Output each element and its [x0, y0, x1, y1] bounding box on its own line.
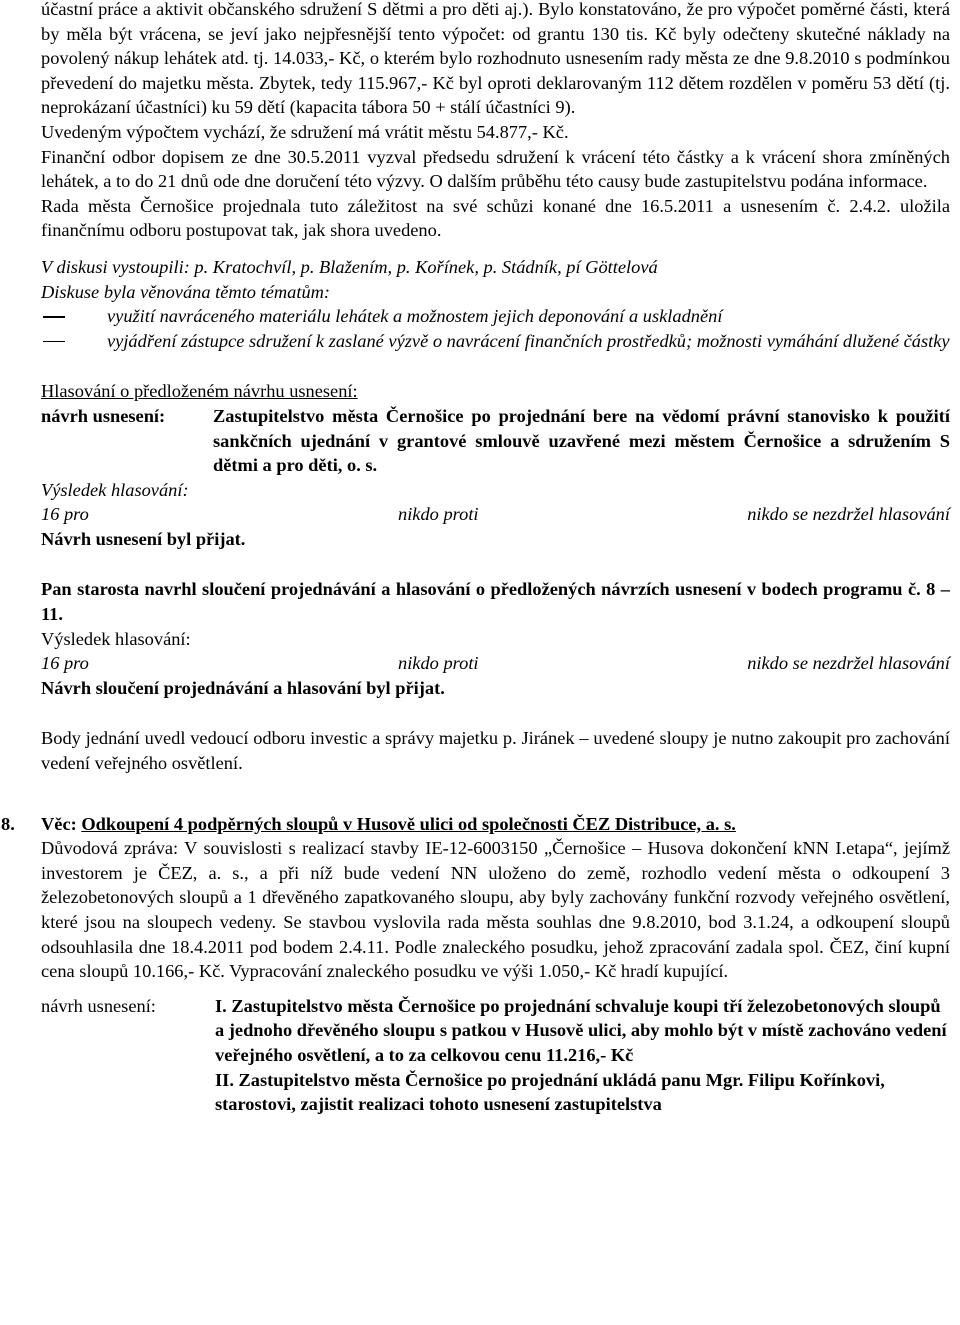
discussion-topic: využití navráceného materiálu lehátek a možnostem jejich deponování a uskladnění — [41, 304, 950, 329]
vote2-statement: Pan starosta navrhl sloučení projednávání a hlasování o předložených návrzích usnesení v bodech programu č. 8 – 11. — [41, 579, 950, 625]
proposal-part-2: II. Zastupitelstvo města Černošice po projednání ukládá panu Mgr. Filipu Kořínkovi, starostovi, zajistit realizaci tohoto usnesení zastupitelstva — [215, 1069, 885, 1115]
vote2-result-label: Výsledek hlasování: — [41, 628, 191, 649]
vote2-results — [41, 651, 950, 676]
vote1-result-label: Výsledek hlasování: — [41, 479, 189, 500]
item-number: 8. — [1, 813, 15, 834]
vote1-section — [41, 379, 950, 551]
votes-pro: 16 pro — [41, 653, 89, 674]
votes-proti: nikdo proti — [398, 504, 479, 525]
proposal-part-1: I. Zastupitelstvo města Černošice po projednání schvaluje koupi tří železobetonových sloupů a jednoho dřevěného sloupu s patkou v Husově ulici, aby mohlo být v místě zachováno vedení veřejného osvětlení, a to za celkovou cenu 11.216,- Kč — [215, 995, 947, 1065]
vote1-outcome: Návrh usnesení byl přijat. — [41, 528, 246, 549]
votes-zdrzel: nikdo se nezdržel hlasování — [747, 653, 950, 674]
item-8-heading — [41, 812, 950, 837]
item-8-section — [1, 812, 950, 1117]
intro-finance-paragraph: Finanční odbor dopisem ze dne 30.5.2011 vyzval předsedu sdružení k vrácení této částky a k vrácení shora zmíněných lehátek, a to do 21 dnů ode dne doručení této výzvy. O dalším průběhu této causy bude zastupitelstvu podána informace. — [41, 146, 950, 192]
vote2-outcome: Návrh sloučení projednávání a hlasování byl přijat. — [41, 677, 445, 698]
discussion-speakers: V diskusi vystoupili: p. Kratochvíl, p. Blažením, p. Kořínek, p. Stádník, pí Göttelová — [41, 256, 658, 277]
votes-pro: 16 pro — [41, 504, 89, 525]
discussion-section — [41, 255, 950, 353]
item-8-report: Důvodová zpráva: V souvislosti s realizací stavby IE-12-6003150 „Černošice – Husova dokončení kNN I.etapa“, jejímž investorem je ČEZ, a. s., a při níž bude vedení NN uloženo do země, rozhodlo vedení města o odkoupení 3 železobetonových sloupů a 1 dřevěného zapatkovaného sloupu, aby byly zachovány funkční rozvody veřejného osvětlení, které jsou na sloupech vedeny. Se stavbou vyslovila rada města souhlas dne 9.8.2010, bod 3.1.24, a odkoupení sloupů odsouhlasila dne 18.4.2011 pod bodem 2.4.11. Podle znaleckého posudku, jehož zpracování zadala spol. ČEZ, činí kupní cena sloupů 10.166,- Kč. Vypracování znaleckého posudku ve výši 1.050,- Kč hradí kupující. — [41, 838, 950, 982]
vote1-heading: Hlasování o předloženém návrhu usnesení: — [41, 381, 358, 402]
item-prefix: Věc: — [41, 813, 82, 834]
vote2-section — [41, 577, 950, 700]
discussion-topic: vyjádření zástupce sdružení k zaslané výzvě o navrácení finančních prostředků; možnosti vymáhání dlužené částky — [41, 329, 950, 354]
intro-council-paragraph: Rada města Černošice projednala tuto záležitost na své schůzi konané dne 16.5.2011 a usnesením č. 2.4.2. uložila finančnímu odboru postupovat tak, jak shora uvedeno. — [41, 195, 950, 241]
proposal-label: návrh usnesení: — [41, 405, 166, 426]
discussion-topics-list — [41, 304, 950, 353]
proposal-label: návrh usnesení: — [41, 995, 156, 1016]
body-note: Body jednání uvedl vedoucí odboru investic a správy majetku p. Jiránek – uvedené sloupy je nutno zakoupit pro zachování vedení veřejného osvětlení. — [41, 728, 950, 774]
discussion-topics-label: Diskuse byla věnována těmto tématům: — [41, 281, 331, 302]
votes-zdrzel: nikdo se nezdržel hlasování — [747, 504, 950, 525]
proposal-parts — [215, 994, 950, 1117]
vote1-results — [41, 502, 950, 527]
votes-proti: nikdo proti — [398, 653, 479, 674]
item-8-proposal — [41, 994, 950, 1117]
vote1-proposal — [41, 404, 950, 478]
intro-paragraph: účastní práce a aktivit občanského sdružení S dětmi a pro děti aj.). Bylo konstatováno, že pro výpočet poměrné části, která by měla být vrácena, se jeví jako nejpřesnější tento výpočet: od grantu 130 tis. Kč byly odečteny skutečné náklady na povolený nákup lehátek atd. tj. 14.033,- Kč, o kterém bylo rozhodnuto usnesením rady města ze dne 9.8.2010 s podmínkou převedení do majetku města. Zbytek, tedy 115.967,- Kč byl oproti deklarovaným 112 dětem rozdělen v poměru 53 dětí (tj. neprokázaní účastníci) ku 59 dětí (kapacita tábora 50 + stálí účastníci 9). — [41, 0, 950, 118]
item-title: Odkoupení 4 podpěrných sloupů v Husově ulici od společnosti ČEZ Distribuce, a. s. — [81, 813, 736, 834]
intro-result-line: Uvedeným výpočtem vychází, že sdružení má vrátit městu 54.877,- Kč. — [41, 121, 569, 142]
intro-section — [41, 0, 950, 243]
proposal-text: Zastupitelstvo města Černošice po projednání bere na vědomí právní stanovisko k použití sankčních ujednání v grantové smlouvě uzavřené mezi městem Černošice a sdružením S dětmi a pro děti, o. s. — [213, 405, 950, 476]
